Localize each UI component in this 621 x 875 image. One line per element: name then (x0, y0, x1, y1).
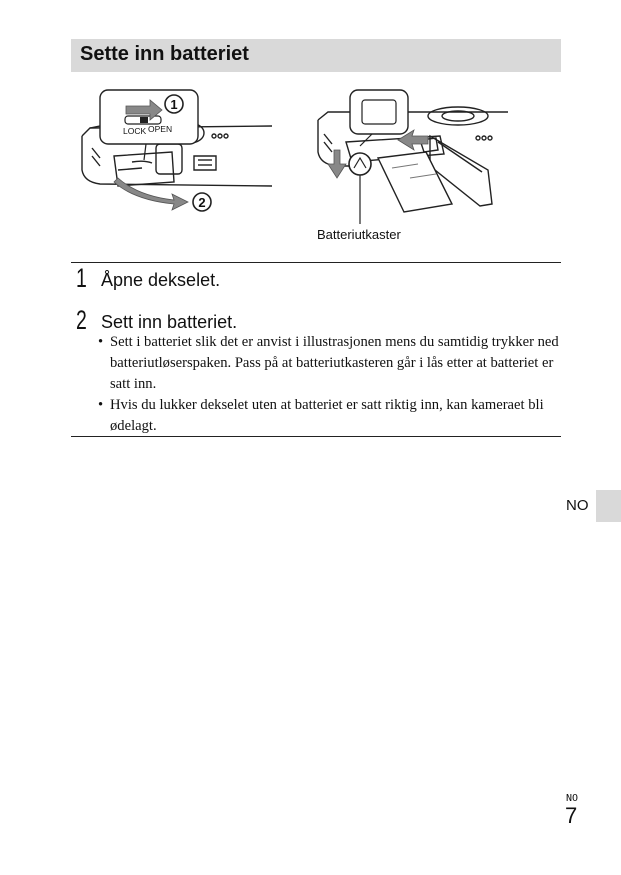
note-item (97, 332, 563, 395)
note-text: Hvis du lukker dekselet uten at batteriet er satt riktig inn, kan kameraet bli ødelagt. (110, 397, 544, 434)
open-arrow (114, 178, 188, 210)
section-title: Sette inn batteriet (80, 43, 249, 65)
insert-battery-illustration (312, 86, 512, 224)
top-divider (71, 262, 561, 263)
step-1-number: 1 (76, 263, 87, 293)
step-2-text: Sett inn batteriet. (101, 312, 238, 332)
step-1-text: Åpne dekselet. (101, 270, 221, 290)
press-arrow (328, 150, 346, 178)
lock-label: LOCK (123, 126, 147, 136)
language-tab (596, 490, 621, 522)
page-number: 7 (565, 803, 578, 828)
footer-language: NO (566, 793, 579, 804)
zoom-callout (100, 90, 198, 160)
step-2-number: 2 (76, 305, 87, 335)
language-tab-label: NO (566, 497, 589, 514)
battery-ejector-label: Batteriutkaster (317, 227, 401, 242)
section-header (71, 39, 561, 72)
note-item (97, 395, 563, 437)
open-label: OPEN (148, 124, 173, 134)
bullet-dot: • (98, 397, 104, 413)
note-text: Sett i batteriet slik det er anvist i illustrasjonen mens du samtidig trykker ned batteriutløserspaken. Pass på at batteriutkasteren går i lås etter at batteriet er satt inn. (110, 334, 559, 392)
battery (378, 152, 452, 212)
ejector-highlight (349, 153, 371, 175)
bottom-divider (71, 436, 561, 437)
step-2-notes (97, 332, 563, 437)
zoom-callout (350, 90, 408, 146)
bullet-dot: • (98, 334, 104, 350)
callout-1-number: 1 (170, 97, 178, 112)
open-cover-illustration (78, 86, 278, 220)
callout-2-number: 2 (198, 195, 206, 210)
